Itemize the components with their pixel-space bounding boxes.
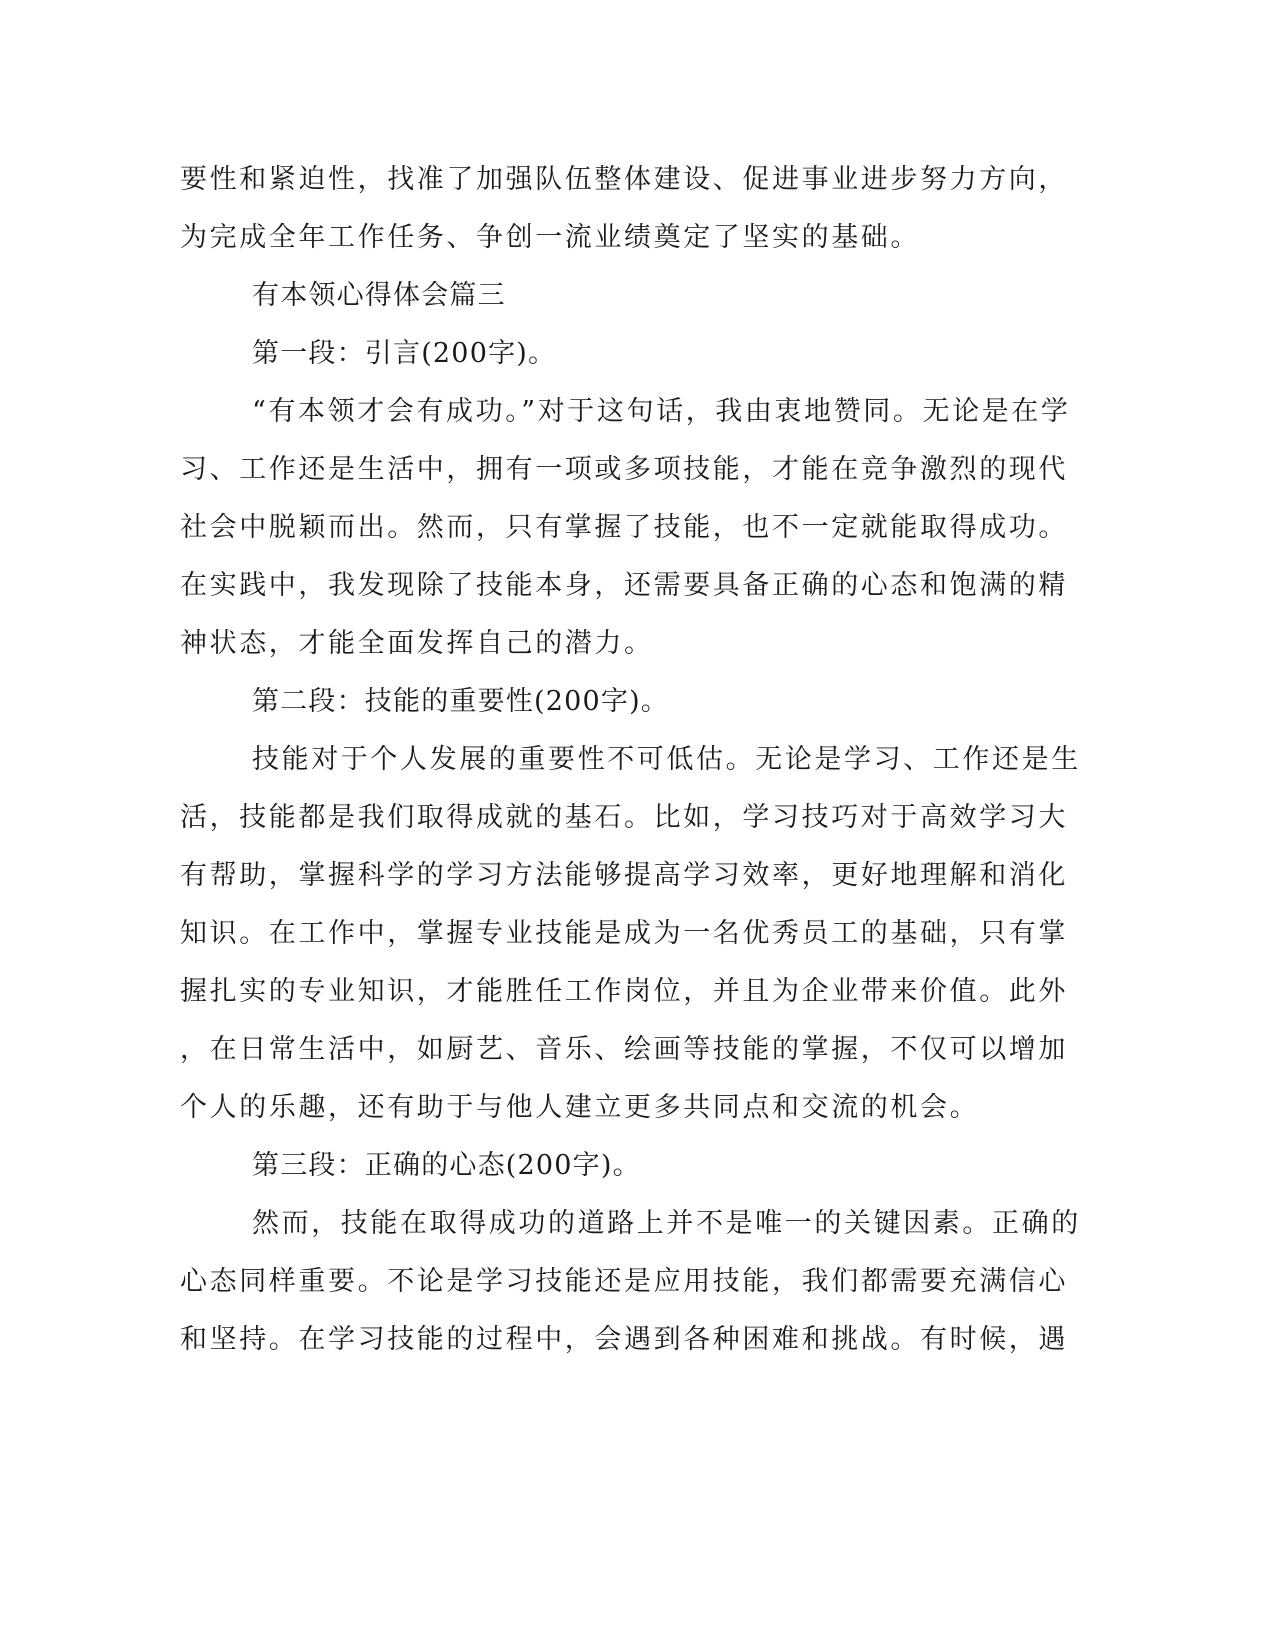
body-text-line: 和坚持。在学习技能的过程中，会遇到各种困难和挑战。有时候，遇	[180, 1324, 1068, 1355]
body-text-line: 然而，技能在取得成功的道路上并不是唯一的关键因素。正确的	[252, 1208, 1081, 1239]
body-text-line: 个人的乐趣，还有助于与他人建立更多共同点和交流的机会。	[180, 1092, 980, 1123]
body-text-line: 习、工作还是生活中，拥有一项或多项技能，才能在竞争激烈的现代	[180, 454, 1068, 485]
paragraph-heading: 第一段：引言(200字)。	[252, 338, 557, 369]
body-text-line: 为完成全年工作任务、争创一流业绩奠定了坚实的基础。	[180, 222, 920, 253]
body-text-line: 技能对于个人发展的重要性不可低估。无论是学习、工作还是生	[252, 744, 1081, 775]
body-text-line: 社会中脱颖而出。然而，只有掌握了技能，也不一定就能取得成功。	[180, 512, 1068, 543]
body-text-line: 在实践中，我发现除了技能本身，还需要具备正确的心态和饱满的精	[180, 570, 1068, 601]
paragraph-heading: 第二段：技能的重要性(200字)。	[252, 686, 670, 717]
body-text-line: 有帮助，掌握科学的学习方法能够提高学习效率，更好地理解和消化	[180, 860, 1068, 891]
body-text-line: 要性和紧迫性，找准了加强队伍整体建设、促进事业进步努力方向，	[180, 164, 1068, 195]
body-text-line: ，在日常生活中，如厨艺、音乐、绘画等技能的掌握，不仅可以增加	[180, 1034, 1068, 1065]
body-text-line: 握扎实的专业知识，才能胜任工作岗位，并且为企业带来价值。此外	[180, 976, 1068, 1007]
paragraph-heading: 第三段：正确的心态(200字)。	[252, 1150, 641, 1181]
body-text-line: “有本领才会有成功。”对于这句话，我由衷地赞同。无论是在学	[252, 396, 1071, 427]
body-text-line: 神状态，才能全面发挥自己的潜力。	[180, 628, 654, 659]
body-text-line: 知识。在工作中，掌握专业技能是成为一名优秀员工的基础，只有掌	[180, 918, 1068, 949]
section-title: 有本领心得体会篇三	[252, 280, 506, 311]
body-text-line: 活，技能都是我们取得成就的基石。比如，学习技巧对于高效学习大	[180, 802, 1068, 833]
body-text-line: 心态同样重要。不论是学习技能还是应用技能，我们都需要充满信心	[180, 1266, 1068, 1297]
